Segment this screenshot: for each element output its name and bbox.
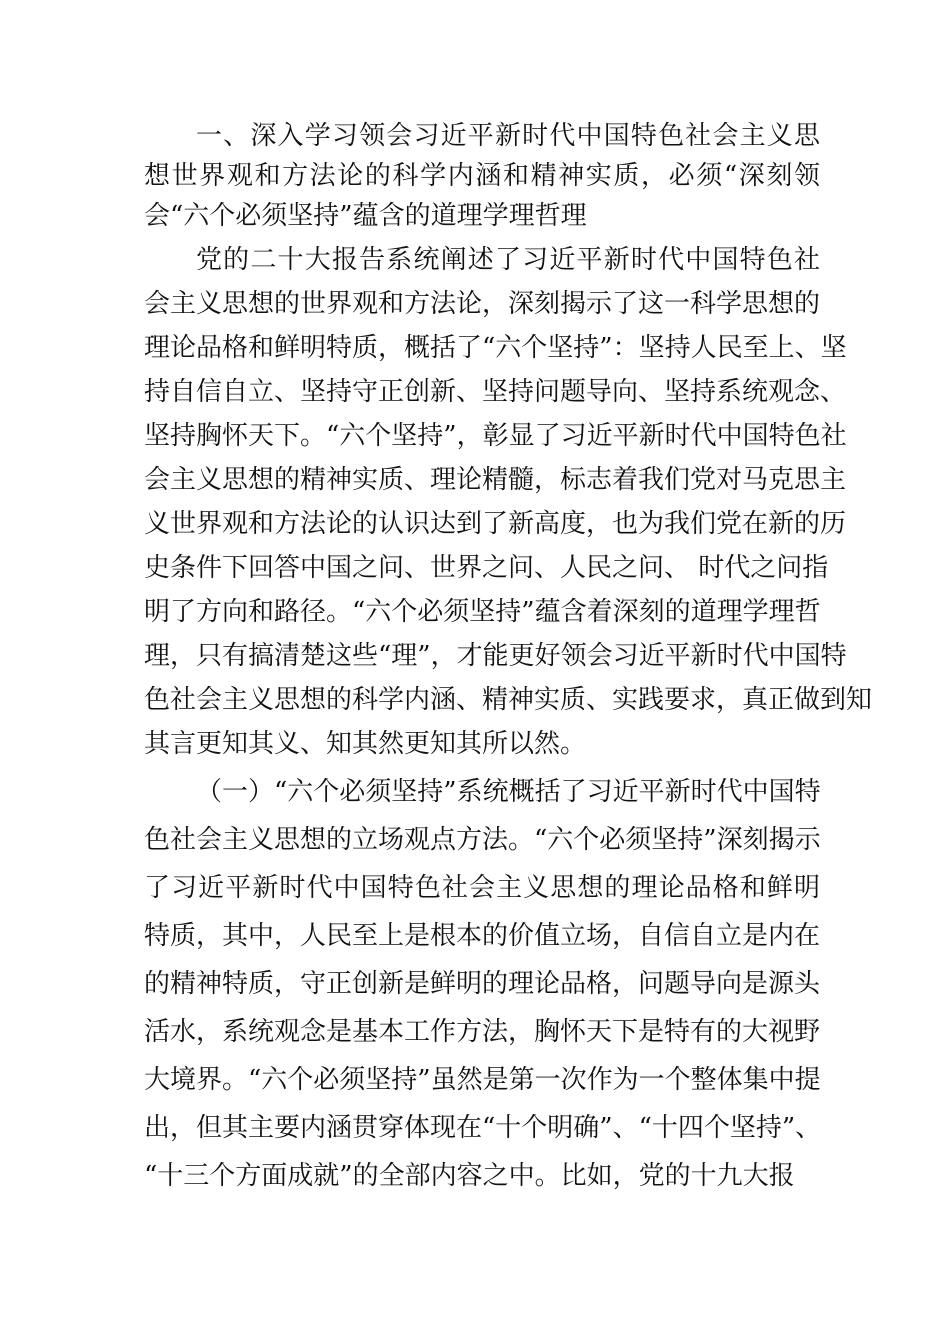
- paragraph-1-line-4: 持自信自立、坚持守正创新、坚持问题导向、坚持系统观念、: [144, 377, 847, 407]
- paragraph-1-line-10: 理，只有搞清楚这些“理”，才能更好领会习近平新时代中国特: [144, 641, 847, 671]
- paragraph-1-line-3: 理论品格和鲜明特质，概括了“六个坚持”：坚持人民至上、坚: [144, 333, 847, 363]
- paragraph-2-line-5: 的精神特质，守正创新是鲜明的理论品格，问题导向是源头: [144, 969, 821, 999]
- paragraph-1-line-12: 其言更知其义、知其然更知其所以然。: [144, 729, 587, 759]
- paragraph-2-line-7: 大境界。“六个必须坚持”虽然是第一次作为一个整体集中提: [144, 1065, 821, 1095]
- paragraph-1-line-11: 色社会主义思想的科学内涵、精神实质、实践要求，真正做到知: [144, 685, 873, 715]
- heading-line-1: 一、深入学习领会习近平新时代中国特色社会主义思: [196, 121, 820, 151]
- paragraph-2-line-1: （一）“六个必须坚持”系统概括了习近平新时代中国特: [196, 777, 821, 807]
- paragraph-1-line-2: 会主义思想的世界观和方法论，深刻揭示了这一科学思想的: [144, 289, 821, 319]
- heading-line-3: 会“六个必须坚持”蕴含的道理学理哲理: [144, 201, 587, 231]
- paragraph-2-line-3: 了习近平新时代中国特色社会主义思想的理论品格和鲜明: [144, 873, 820, 903]
- paragraph-1-line-9: 明了方向和路径。“六个必须坚持”蕴含着深刻的道理学理哲: [144, 597, 821, 627]
- paragraph-1-line-6: 会主义思想的精神实质、理论精髓，标志着我们党对马克思主: [144, 465, 847, 495]
- heading-line-2: 想世界观和方法论的科学内涵和精神实质，必须“深刻领: [144, 161, 820, 191]
- paragraph-1-line-5: 坚持胸怀天下。“六个坚持”，彰显了习近平新时代中国特色社: [144, 421, 847, 451]
- paragraph-2-line-9: “十三个方面成就”的全部内容之中。比如，党的十九大报: [144, 1161, 795, 1191]
- paragraph-2-line-6: 活水，系统观念是基本工作方法，胸怀天下是特有的大视野: [144, 1017, 821, 1047]
- paragraph-1-line-1: 党的二十大报告系统阐述了习近平新时代中国特色社: [196, 245, 820, 275]
- paragraph-2-line-8: 出，但其主要内涵贯穿体现在“十个明确”、“十四个坚持”、: [144, 1113, 822, 1143]
- paragraph-2-line-2: 色社会主义思想的立场观点方法。“六个必须坚持”深刻揭示: [144, 825, 821, 855]
- document-body: [144, 116, 873, 1196]
- paragraph-2-line-4: 特质，其中，人民至上是根本的价值立场，自信自立是内在: [144, 921, 821, 951]
- paragraph-1-line-8: 史条件下回答中国之问、世界之问、人民之问、 时代之问指: [144, 553, 829, 583]
- paragraph-1-line-7: 义世界观和方法论的认识达到了新高度，也为我们党在新的历: [144, 509, 847, 539]
